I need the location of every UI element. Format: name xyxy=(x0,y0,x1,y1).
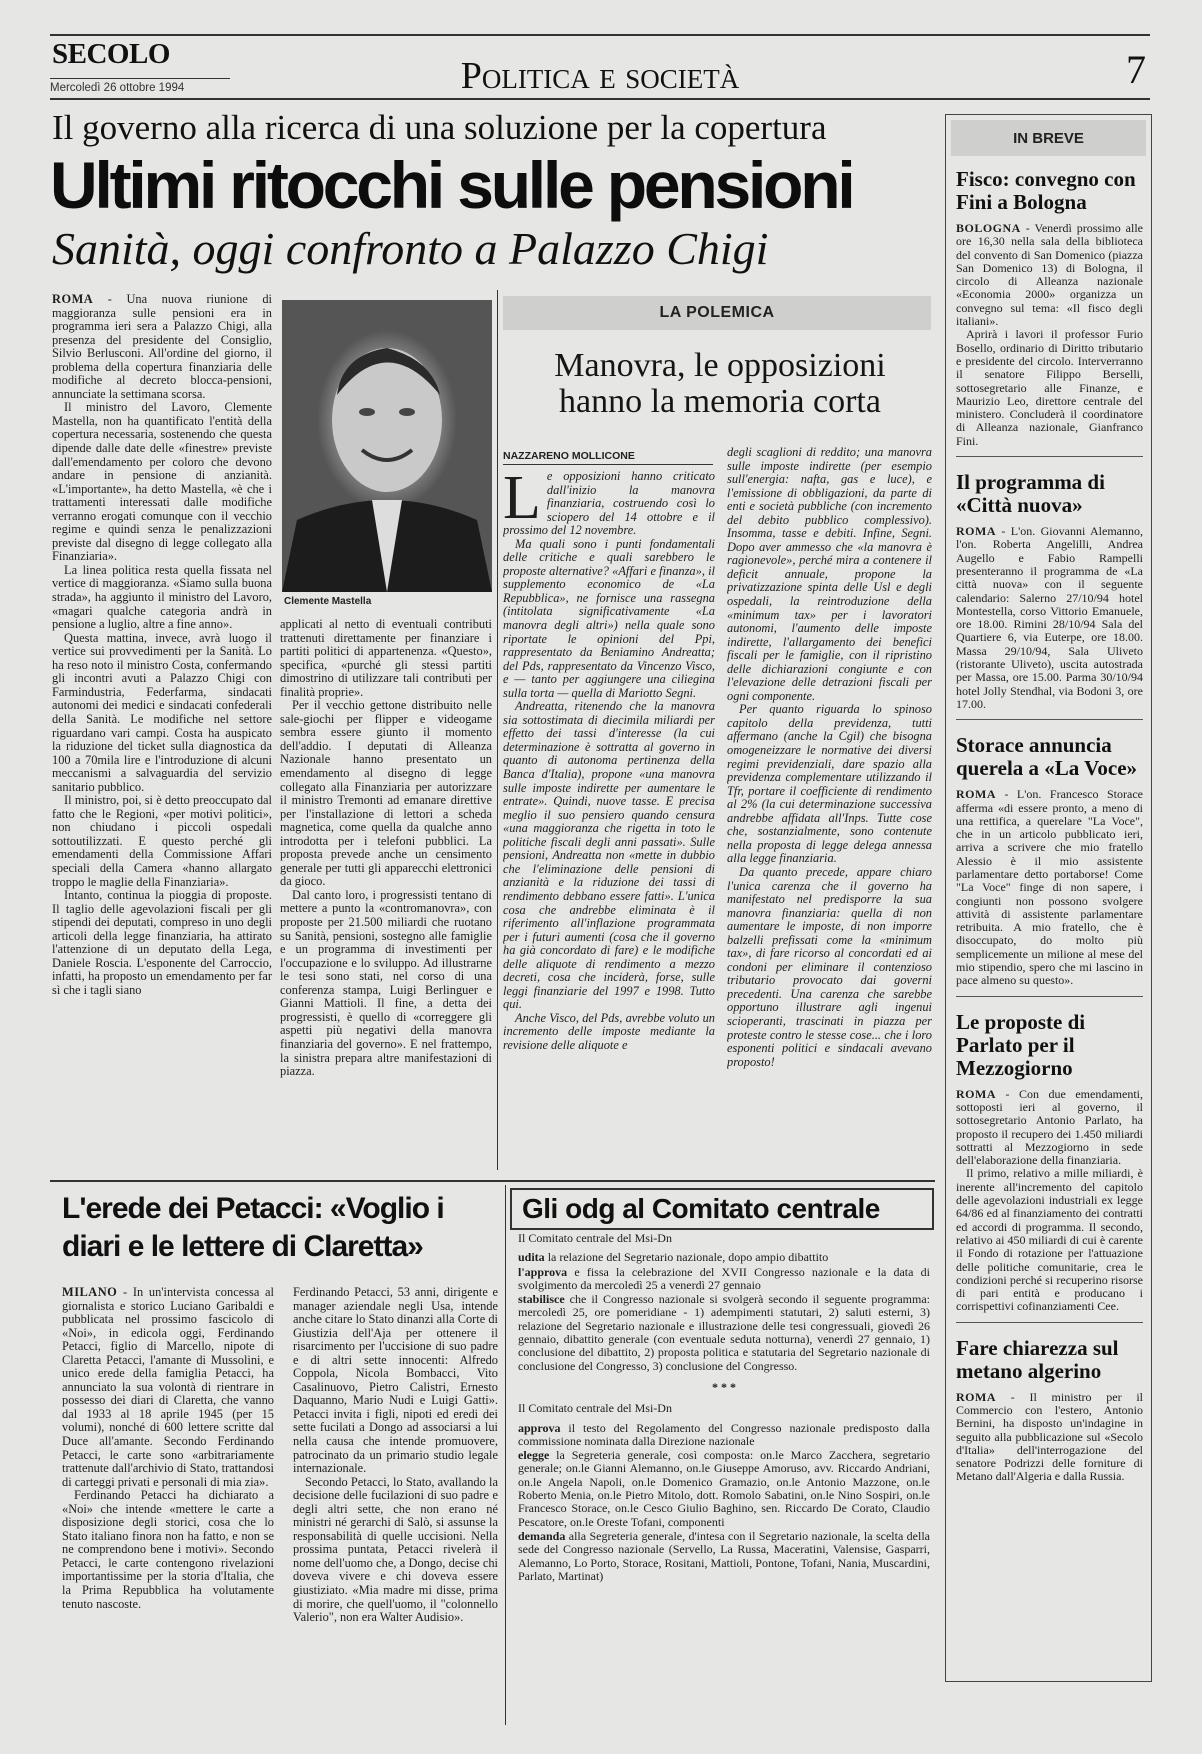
top-rule xyxy=(50,34,1150,36)
odg-headline-box xyxy=(510,1188,934,1230)
petacci-column-2 xyxy=(293,1286,498,1726)
paragraph: degli scaglioni di reddito; una manovra sulle imposte indirette (per esempio sull'energia: nafta, gas e luce), e l'emissione di obbligazioni, da parte di enti e società pubbliche (con incremento del debito pubblico complessivo). Insomma, tasse e debiti. Infine, Segni. Dopo aver ammesso che «la manovra è ragionevole», perché mira a contenere il deficit annuale, propone la privatizzazione spinta delle Usl e degli ospedali, la reintroduzione della «minimum tax» per i lavoratori autonomi, l'aumento delle imposte indirette, l'allargamento dei benefici fiscali per le famiglie, con il ripristino delle dichiarazioni congiunte e con l'elevazione delle detrazioni fiscali per ogni componente. xyxy=(727,446,932,703)
article-column-2 xyxy=(280,618,492,1165)
petacci-column-1 xyxy=(62,1286,274,1726)
article-column-1 xyxy=(52,293,272,1165)
odg-keyword: approva xyxy=(518,1420,561,1435)
paragraph: Dal canto loro, i progressisti tentano di mettere a punto la «contromanovra», con proposte per 21.500 miliardi che ruotano su Sanità, pensioni, sostegno alle famiglie e un programma di investimenti per l'occupazione e lo sviluppo. Ad illustrarne le tesi sono stati, nel corso di una conferenza stampa, Luigi Berlinguer e Gianni Mattioli. Il fine, a detta dei progressisti, è quello di «correggere gli aspetti più negativi della manovra finanziaria del governo». E nel frattempo, la sinistra prepara altre manifestazioni di piazza. xyxy=(280,887,492,1079)
subheadline: Sanità, oggi confronto a Palazzo Chigi xyxy=(52,223,769,274)
paragraph: Ferdinando Petacci, 53 anni, dirigente e manager aziendale negli Usa, intende anche citare lo Stato dinanzi alla Corte di Giustizia dell'Aja per ottenere il risarcimento per l'uccisione di suo padre e di altri sette innocenti: Alfredo Coppola, Nicola Bombacci, Vito Casalinuovo, Pietro Calistri, Ernesto Daquanno, Mario Nudi e Luigi Gatti». Petacci invita i figli, nipoti ed eredi dei sette fucilati a Dongo ad associarsi a lui nella causa che intende promuovere, patrocinato da un primario studio legale internazionale. xyxy=(293,1286,498,1476)
section-title: Politica e società xyxy=(460,55,740,97)
odg-text: che il Congresso nazionale si svolgerà secondo il seguente programma: mercoledì 25, ore pomeridiane - 1) adempimenti statutari, 2) saluti esterni, 3) relazione del Segretario nazionale e illustrazione delle tesi congressuali, giovedì 26 gennaio, dibattito generale (con eventuale seduta notturna), venerdì 27 gennaio, 1) conclusione del dibattito, 2) proposta politica e statutaria del Segretario nazionale di conclusione del Congresso, 3) conclusione del Congresso. xyxy=(518,1292,930,1373)
odg-items-2 xyxy=(518,1422,930,1584)
paragraph: Ma quali sono i punti fondamentali delle critiche e quali sarebbero le proposte alternative? «Affari e finanza», il supplemento economico de «La Repubblica», ne fornisce una rassegna (intitolata significativamente «La manovra degli altri») nella quale sono riportate le opinioni del Ppi, rappresentato da Beniamino Andreatta; del Pds, rappresentato da Vincenzo Visco, e — tanto per aggiungere una ciliegina sulla torta — quella di Mariotto Segni. xyxy=(503,536,715,700)
paragraph: ROMA - L'on. Giovanni Alemanno, l'on. Roberta Angelilli, Andrea Augello e Fabio Rampelli presenteranno il programma de «La città nuova» con il seguente calendario: Salerno 27/10/94 hotel Montestella, corso Vittorio Emanuele, ore 18.00. Rimini 28/10/94 Sala del Quartiere 6, via Euterpe, ore 18.00. Massa 29/10/94, Sala Uliveto (ristorante Uliveto), uscita autostrada per Massa, ore 15.00. Parma 30/10/94 hotel Jolly Stendhal, via Bodoni 3, ore 17.00. xyxy=(956,525,1143,711)
odg-intro: Il Comitato centrale del Msi-Dn xyxy=(518,1232,672,1245)
odg-item xyxy=(518,1251,930,1264)
paragraph: Ferdinando Petacci ha dichiarato a «Noi» che intende «mettere le carte a disposizione degli storici, cosa che lo Stato italiano finora non ha fatto, e non se ne comprendono bene i motivi». Secondo Petacci, le carte contengono rivelazioni importantissime per la storia d'Italia, che la Prima Repubblica ha volutamente tenuto nascoste. xyxy=(62,1488,274,1611)
odg-item xyxy=(518,1293,930,1373)
odg-item xyxy=(518,1266,930,1293)
drop-cap: L xyxy=(503,470,541,532)
odg-text: il testo del Regolamento del Congresso nazionale predisposto dalla commissione nominata dalla Direzione nazionale xyxy=(518,1420,930,1448)
odg-text: la Segreteria generale, così composta: on.le Marco Zacchera, segretario generale; on.le Gianni Alemanno, on.le Giuseppe Amoruso, avv. Riccardo Andriani, on.le Angela Napoli, on.le Domenico Gramazio, on.le Antonio Mazzone, on.le Roberto Menia, on.le Pietro Mitolo, dott. Romolo Sabatini, on.le Nino Sospiri, on.le Francesco Storace, on.le Cesco Giulio Baghino, sen. Riccardo De Corato, Claudio Pescatore, on.le Oreste Tofani, componenti xyxy=(518,1448,930,1529)
brief-title: Le proposte di Parlato per il Mezzogiorno xyxy=(956,1009,1086,1080)
brief-title: Fare chiarezza sul metano algerino xyxy=(956,1335,1119,1383)
polemica-headline: Manovra, le opposizioni hanno la memoria corta xyxy=(554,347,886,420)
paragraph: Anche Visco, del Pds, avrebbe voluto un incremento delle imposte mediante la revisione delle aliquote e xyxy=(503,1010,715,1052)
brief-body xyxy=(956,1088,1143,1314)
paragraph: Il ministro del Lavoro, Clemente Mastella, non ha quantificato l'entità della copertura necessaria, sostenendo che questa dipende dalle date delle «finestre» previste dall'emendamento per coloro che devono andare in pensione di anzianità. «L'importante», ha detto Mastella, «è che i trattamenti interessati dalle modifiche verranno erogati comunque con il vecchio regime e quindi senza le penalizzazioni previste dal disegno di legge collegato alla Finanziaria». xyxy=(52,400,272,564)
dateline: ROMA xyxy=(956,1087,996,1101)
dateline: BOLOGNA xyxy=(956,222,1021,235)
paragraph: MILANO - In un'intervista concessa al giornalista e storico Luciano Garibaldi e pubblicata nel prossimo fascicolo di «Noi», in edicola oggi, Ferdinando Petacci, figlio di Marcello, nipote di Claretta Petacci, l'amante di Mussolini, e unico erede della famiglia Petacci, ha annunciato la sua volontà di rientrare in possesso dei diari di Claretta, che vanno dal 1933 al 18 aprile 1945 (per 15 volumi), nonché di 600 lettere scritte dal Duce all'amante. Secondo Ferdinando Petacci, le carte sono «arbitrariamente trattenute dall'archivio di Stato, trattandosi di carteggi privati e personali di mia zia». xyxy=(62,1286,274,1489)
paragraph: ROMA - Una nuova riunione di maggioranza sulle pensioni era in programma ieri sera a Palazzo Chigi, alla presenza del presidente del Consiglio, Silvio Berlusconi. All'ordine del giorno, il problema della copertura finanziaria delle modifiche al decreto blocca-pensioni, annunciate la settimana scorsa. xyxy=(52,293,272,401)
paragraph: Da quanto precede, appare chiaro l'unica carenza che il governo ha manifestato nel predisporre la sua manovra finanziaria: quella di non aumentare le imposte, di non imporre balzelli prefissati come la «minimum tax», di fare ricorso al concordati ed ai condoni per eliminare il contenzioso tributario provocato dai governi precedenti. Una carenza che sarebbe opportuno illustrare agli ingenui scioperanti, trascinati in piazza per proteste contro le stesse cose... che i loro esponenti politici e sindacali avevano proposto! xyxy=(727,864,932,1069)
odg-text: e fissa la celebrazione del XVII Congresso nazionale e la data di svolgimento da mercoledì 25 a venerdì 27 gennaio xyxy=(518,1264,930,1292)
photo-caption: Clemente Mastella xyxy=(284,596,372,607)
paragraph: ROMA - Con due emendamenti, sottoposti ieri al governo, il sottosegretario Antonio Parlato, ha proposto il recupero dei 1.450 miliardi sottratti al Mezzogiorno in sede dell'elaborazione della finanziaria. xyxy=(956,1087,1143,1168)
paragraph: Questa mattina, invece, avrà luogo il vertice sui provvedimenti per la Sanità. Lo ha reso noto il ministro Costa, confermando gli incontri avuti a Palazzo Chigi con Farmindustria, Federfarma, sindacati autonomi dei medici e sindacati confederali della Sanità. Le modifiche nel settore riguardano vari campi. Costa ha auspicato la riduzione del ticket sulla diagnostica da 100 a 70mila lire e l'introduzione di alcuni meccanismi a salvaguardia del servizio sanitario pubblico. xyxy=(52,630,272,794)
paragraph: Per quanto riguarda lo spinoso capitolo della previdenza, tutti affermano (anche la Cgil) che bisogna omogeneizzare le normative dei diversi regimi previdenziali, dare spazio alla previdenza complementare utilizzando il Tfr, portare il coefficiente di rendimento al 2% (la cui determinazione successiva andrebbe affidata all'Inps. Tutte cose che, sostanzialmente, sono contenute nella proposta di legge delega annessa alla legge finanziaria. xyxy=(727,702,932,866)
paragraph: Il primo, relativo a mille miliardi, è inerente all'incremento del capitolo delle agevolazioni industriali ex legge 64/86 ed al finanziamento dei contratti ed accordi di programma. Il secondo, relativo ai 450 miliardi di cui è carente il Fondo di rotazione per l'attuazione delle politiche comunitarie, crea le condizioni perché si recuperino risorse di pari entità e producano i corrispettivi cofinanziamenti Cee. xyxy=(956,1166,1143,1314)
odg-separator: * * * xyxy=(712,1379,736,1394)
column-rule xyxy=(505,1185,506,1725)
brief-divider xyxy=(956,1322,1143,1323)
odg-body xyxy=(518,1232,930,1722)
odg-text: la relazione del Segretario nazionale, dopo ampio dibattito xyxy=(544,1250,829,1265)
brief-title: Fisco: convegno con Fini a Bologna xyxy=(956,167,1136,214)
paragraph: ROMA - L'on. Francesco Storace afferma «di essere pronto, a meno di una rettifica, a querelare "La Voce", che in un articolo pubblicato ieri, arriva a scrivere che mio fratello Alessio è il mio assistente parlamentare detto portaborse! Come "La Voce" finge di non sapere, i congiunti non possono svolgere attività di assistente parlamentare retribuita. A mio fratello, che è disoccupato, do molto più semplicemente un milione al mese del mio stipendio, spero che mi lascino in pace almeno su questo». xyxy=(956,788,1143,988)
odg-intro: Il Comitato centrale del Msi-Dn xyxy=(518,1401,672,1416)
brief-body xyxy=(956,525,1143,711)
odg-item xyxy=(518,1530,930,1583)
odg-keyword: elegge xyxy=(518,1448,550,1463)
dateline: ROMA xyxy=(956,788,996,802)
dateline: ROMA xyxy=(956,1390,996,1404)
in-breve-label: IN BREVE xyxy=(1013,130,1084,147)
polemica-label xyxy=(503,296,931,330)
paragraph: Andreatta, ritenendo che la manovra sia sottostimata di diecimila miliardi per effetto dei tassi d'interesse (la cui determinazione è sottratta al governo in quanto di autonoma pertinenza della Banca d'Italia), propone «una manovra sulle imposte indirette per aumentare le entrate». Quindi, nuove tasse. E precisa meglio il suo pensiero quando censura «una maggioranza che rigetta in toto le politiche fiscali degli anni passati». Sulle pensioni, Andreatta non «mette in dubbio che l'eliminazione delle pensioni di anzianità e la riduzione dei tassi di rendimento debbano essere fatti». L'unica cosa che andrebbe eliminata è il riferimento all'inflazione programmata per i futuri aumenti (cosa che il governo ha già concordato di fare) e le modifiche delle aliquote di rendimento a mezzo decreti, cosa che inciderà, forse, sulle leggi finanziarie del 1997 e 1998. Tutto qui. xyxy=(503,699,715,1012)
polemica-column-b xyxy=(727,446,932,1160)
in-breve-list xyxy=(956,168,1143,1484)
column-rule xyxy=(497,290,498,1170)
brief-body xyxy=(956,788,1143,987)
brief-divider xyxy=(956,996,1143,997)
odg-keyword: l'approva xyxy=(518,1264,568,1279)
paragraph: Secondo Petacci, lo Stato, avallando la decisione delle fucilazioni di suo padre e degli altri sette, che non erano né ministri né gerarchi di Salò, si assunse la responsabilità di quelle uccisioni. Nella prossima puntata, Petacci rivelerà il nome dell'uomo che, a Dongo, decise chi doveva vivere e chi doveva essere giustiziato. «Mia madre mi disse, prima di morire, che quell'uomo, il "colonnello Valerio", non era Walter Audisio». xyxy=(293,1474,498,1625)
byline-rule xyxy=(503,464,713,465)
brief-divider xyxy=(956,719,1143,720)
paragraph: Il ministro, poi, si è detto preoccupato dal fatto che le Regioni, «per motivi politici», non chiudano i piccoli ospedali sottoutilizzati. E questo perché gli emendamenti della Commissione Affari speciali della Camera «hanno allargato troppo le maglie della Finanziaria». xyxy=(52,793,272,889)
odg-items-1 xyxy=(518,1251,930,1373)
odg-text: alla Segreteria generale, d'intesa con il Segretario nazionale, la scelta della sede del Congresso nazionale (Servello, La Russa, Maceratini, Valensise, Gasparri, Alemanno, Lo Porto, Storace, Rositani, Mattioli, Pontone, Tofani, Nania, Muscardini, Parlato, Martinat) xyxy=(518,1528,930,1583)
dateline: ROMA xyxy=(52,293,94,306)
paragraph: applicati al netto di eventuali contributi trattenuti direttamente per finanziare i partiti politici di appartenenza. «Questo», specifica, «purché gli stessi partiti dimostrino di utilizzare tali contributi per finalità proprie». xyxy=(280,618,492,699)
masthead-rule xyxy=(50,78,230,79)
header-rule xyxy=(50,98,1150,100)
in-breve-sidebar xyxy=(945,114,1152,1682)
kicker: Il governo alla ricerca di una soluzione per la copertura xyxy=(52,108,827,147)
brief-divider xyxy=(956,456,1143,457)
paragraph: ROMA - Il ministro per il Commercio con l'estero, Antonio Bernini, ha disposto un'indagine in seguito alla pubblicazione sul «Secolo d'Italia» dell'interrogazione del senatore Podrizzi delle forniture di Metano dall'Algeria e dalla Russia. xyxy=(956,1390,1143,1484)
page-number: 7 xyxy=(1126,47,1146,92)
odg-headline: Gli odg al Comitato centrale xyxy=(522,1193,880,1224)
brief-title: Il programma di «Città nuova» xyxy=(956,470,1105,518)
polemica-label-text: LA POLEMICA xyxy=(659,304,775,321)
odg-keyword: udita xyxy=(518,1250,545,1265)
brief-body xyxy=(956,1391,1143,1484)
brief-title: Storace annuncia querela a «La Voce» xyxy=(956,733,1138,781)
polemica-byline: NAZZARENO MOLLICONE xyxy=(503,450,635,462)
issue-date: Mercoledì 26 ottobre 1994 xyxy=(50,82,185,94)
odg-keyword: stabilisce xyxy=(518,1292,565,1307)
paragraph: Le opposizioni hanno criticato dall'inizio la manovra finanziaria, costruendo così lo sciopero del 14 ottobre e il prossimo del 12 novembre. xyxy=(503,470,715,538)
brief-body xyxy=(956,222,1143,448)
portrait-icon xyxy=(282,300,492,592)
odg-item xyxy=(518,1449,930,1529)
paragraph: BOLOGNA - Venerdì prossimo alle ore 16,30 nella sala della biblioteca del convento di San Domenico (piazza San Domenico 13) di Bologna, il circolo di Alleanza nazionale «Economia 2000» organizza un convegno sul tema: «Il fisco degli italiani». xyxy=(956,222,1143,329)
odg-keyword: demanda xyxy=(518,1528,566,1543)
odg-item xyxy=(518,1422,930,1449)
section-rule xyxy=(50,1180,935,1182)
paragraph: Per il vecchio gettone distribuito nelle sale-giochi per flipper e videogame sembra essere giunto il momento dell'addio. I deputati di Alleanza Nazionale hanno presentato un emendamento al disegno di legge collegato alla Finanziaria per autorizzare il ministro Tremonti ad emanare direttive per l'installazione di lettori a scheda magnetica, come quella da qualche anno introdotta per i telefoni pubblici. La proposta prevede anche un censimento generale per tutti gli apparecchi elettronici da gioco. xyxy=(280,698,492,889)
photo-clemente-mastella xyxy=(282,300,492,592)
paragraph: Aprirà i lavori il professor Furio Bosello, ordinario di Diritto tributario e presidente del circolo. Interverranno il senatore Filippo Berselli, sottosegretario alle Finanze, e Maurizio Leo, direttore centrale del ministero. Concluderà il coordinatore di Alleanza nazionale, Gianfranco Fini. xyxy=(956,327,1143,448)
in-breve-label-box xyxy=(951,120,1146,156)
petacci-headline: L'erede dei Petacci: «Voglio i diari e le lettere di Claretta» xyxy=(62,1192,444,1263)
paragraph: Intanto, continua la pioggia di proposte. Il taglio delle agevolazioni fiscali per gli stipendi dei deputati, compreso in uno degli articoli della legge finanziaria, ha attirato l'attenzione di un deputato della Lega, Daniele Roscia. L'esponente del Carroccio, infatti, ha proposto un emendamento per far sì che i tagli siano xyxy=(52,888,272,997)
polemica-column-a xyxy=(503,470,715,1160)
paragraph: La linea politica resta quella fissata nel vertice di maggioranza. «Siamo sulla buona strada», ha aggiunto il ministro del Lavoro, «magari qualche categoria andrà in pensione a luglio, altre a fine anno». xyxy=(52,562,272,632)
dateline: MILANO xyxy=(62,1286,118,1299)
main-headline: Ultimi ritocchi sulle pensioni xyxy=(50,148,853,222)
masthead-logo: SECOLO xyxy=(52,38,170,70)
dateline: ROMA xyxy=(956,525,996,539)
